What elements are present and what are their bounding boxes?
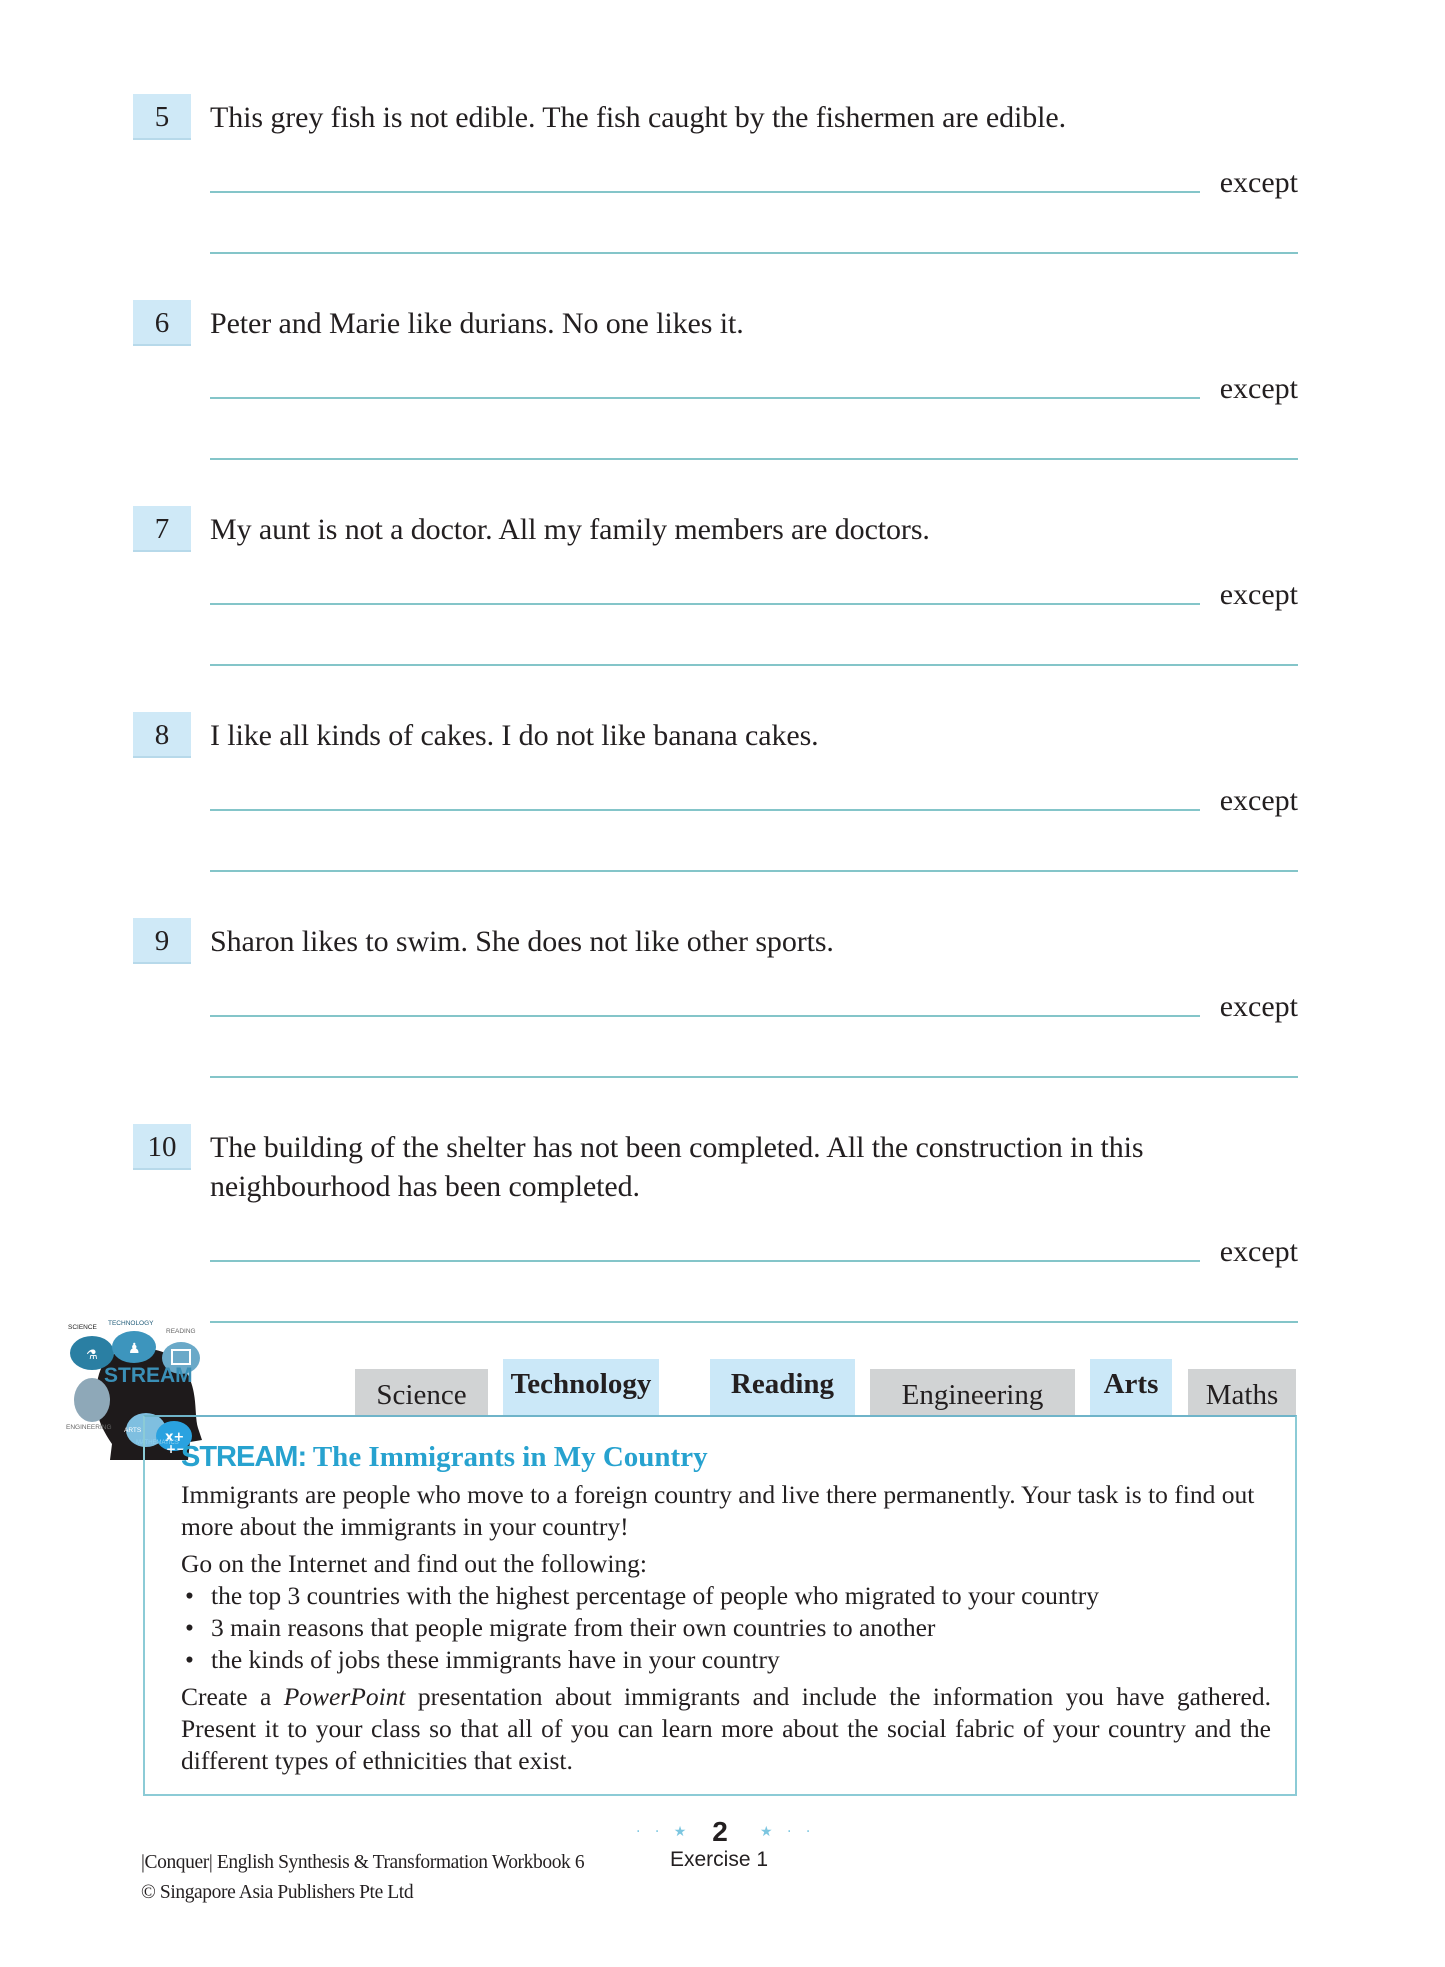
answer-line-2[interactable]: [210, 458, 1298, 460]
answer-line-2[interactable]: [210, 1321, 1298, 1323]
svg-text:⚗: ⚗: [86, 1348, 98, 1363]
question-text: Peter and Marie like durians. No one likes it.: [210, 307, 744, 340]
answer-line-1[interactable]: [210, 603, 1200, 605]
tab-science[interactable]: Science: [355, 1369, 488, 1417]
question-number: 7: [133, 506, 191, 552]
tab-reading[interactable]: Reading: [710, 1359, 855, 1417]
stream-closing: [181, 1681, 1271, 1777]
page-number: 2: [712, 1816, 728, 1847]
question-7: [133, 506, 1298, 676]
question-number: 6: [133, 300, 191, 346]
question-number: 8: [133, 712, 191, 758]
stream-title-prefix: STREAM:: [181, 1441, 307, 1473]
svg-text:x+: x+: [165, 1430, 185, 1445]
stream-intro: Immigrants are people who move to a foreign country and live there permanently. Your task is to find out more about the immigrants in your country!: [181, 1480, 1255, 1541]
svg-text:STREAM: STREAM: [104, 1364, 193, 1387]
question-text: My aunt is not a doctor. All my family members are doctors.: [210, 513, 930, 546]
svg-text:ARTS: ARTS: [124, 1427, 142, 1434]
exercise-label: Exercise 1: [670, 1848, 769, 1871]
list-item: • the top 3 countries with the highest percentage of people who migrated to your country: [181, 1580, 1271, 1612]
question-10: [133, 1124, 1298, 1334]
closing-before: Create a: [181, 1682, 284, 1711]
answer-line-1[interactable]: [210, 809, 1200, 811]
connector-word: except: [1219, 578, 1298, 611]
stream-title-text: The Immigrants in My Country: [312, 1441, 708, 1473]
answer-line-1[interactable]: [210, 1260, 1200, 1262]
svg-text:♟: ♟: [128, 1341, 141, 1357]
question-9: [133, 918, 1298, 1088]
svg-text:TECHNOLOGY: TECHNOLOGY: [108, 1320, 154, 1327]
question-text: Sharon likes to swim. She does not like other sports.: [210, 925, 834, 958]
question-text: This grey fish is not edible. The fish caught by the fishermen are edible.: [210, 101, 1066, 134]
stream-bullet-list: [181, 1580, 1271, 1676]
copyright: © Singapore Asia Publishers Pte Ltd: [141, 1882, 414, 1903]
answer-line-2[interactable]: [210, 1076, 1298, 1078]
connector-word: except: [1219, 990, 1298, 1023]
tab-technology[interactable]: Technology: [503, 1359, 659, 1417]
connector-word: except: [1219, 166, 1298, 199]
answer-line-1[interactable]: [210, 191, 1200, 193]
question-8: [133, 712, 1298, 882]
answer-line-2[interactable]: [210, 664, 1298, 666]
svg-text:READING: READING: [166, 1328, 196, 1335]
tab-engineering[interactable]: Engineering: [870, 1369, 1075, 1417]
question-6: [133, 300, 1298, 470]
closing-after: presentation about immigrants and include the information you have gathered. Present it to your class so that all of you can learn more about the social fabric of your country and the different types of ethnicities that exist.: [181, 1682, 1271, 1775]
connector-word: except: [1219, 784, 1298, 817]
list-item: • the kinds of jobs these immigrants have in your country: [181, 1644, 1271, 1676]
book-title: |Conquer| English Synthesis & Transformation Workbook 6: [141, 1852, 585, 1873]
connector-word: except: [1219, 1235, 1298, 1268]
answer-line-1[interactable]: [210, 1015, 1200, 1017]
closing-italic: PowerPoint: [283, 1682, 406, 1711]
question-number: 5: [133, 94, 191, 140]
stream-activity-box: [143, 1415, 1297, 1796]
svg-text:ENGINEERING: ENGINEERING: [66, 1424, 112, 1431]
stream-title: [181, 1441, 708, 1474]
stream-instruction: Go on the Internet and find out the following:: [181, 1549, 647, 1578]
answer-line-2[interactable]: [210, 870, 1298, 872]
svg-text:SCIENCE: SCIENCE: [68, 1324, 97, 1331]
svg-text:MATHEMATICS: MATHEMATICS: [136, 1440, 179, 1446]
question-number: 9: [133, 918, 191, 964]
connector-word: except: [1219, 372, 1298, 405]
answer-line-1[interactable]: [210, 397, 1200, 399]
tab-maths[interactable]: Maths: [1188, 1369, 1296, 1417]
stream-body: [181, 1479, 1271, 1782]
star-decoration-left-icon: · · ★: [636, 1824, 692, 1840]
footer-credits: [141, 1848, 584, 1908]
question-number: 10: [133, 1124, 191, 1170]
list-item: • 3 main reasons that people migrate from their own countries to another: [181, 1612, 1271, 1644]
question-5: [133, 94, 1298, 264]
question-text: I like all kinds of cakes. I do not like banana cakes.: [210, 719, 819, 752]
star-decoration-right-icon: ★ · ·: [760, 1824, 816, 1840]
svg-text:+−: +−: [166, 1442, 187, 1456]
tab-arts[interactable]: Arts: [1090, 1359, 1172, 1417]
question-text: The building of the shelter has not been completed. All the construction in this neighbourhood has been completed.: [210, 1131, 1144, 1203]
answer-line-2[interactable]: [210, 252, 1298, 254]
